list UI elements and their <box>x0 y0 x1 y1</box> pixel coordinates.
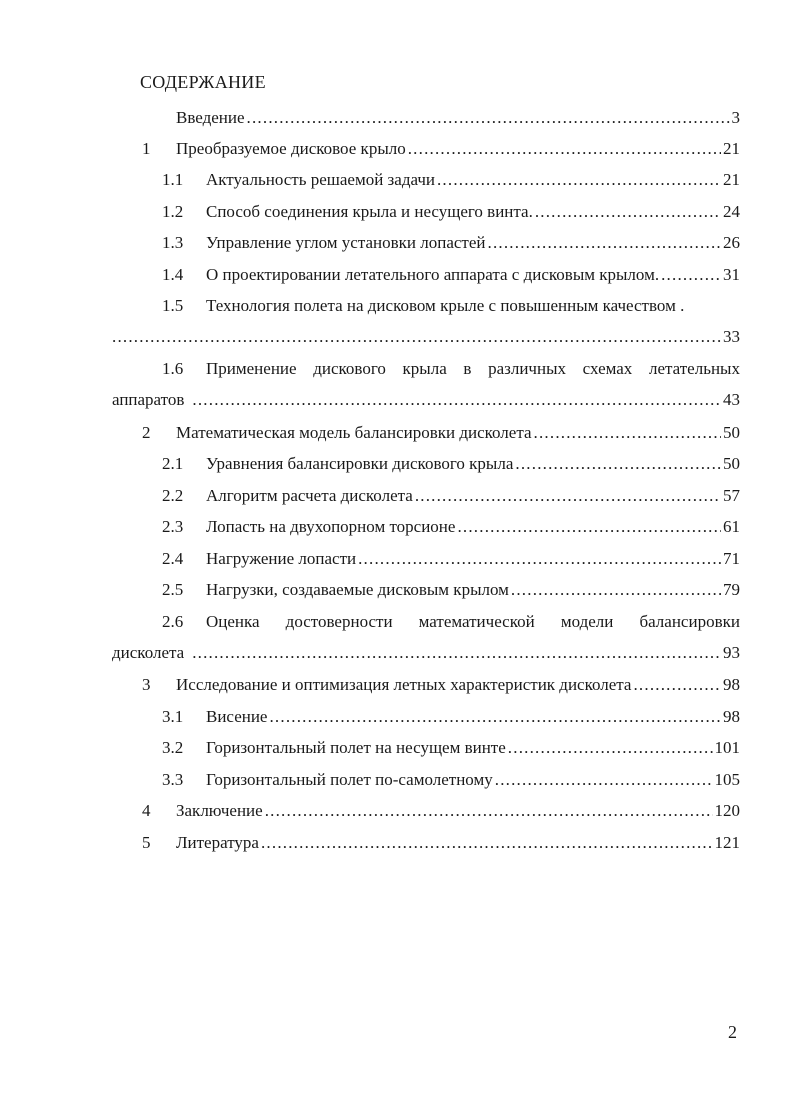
toc-number: 2.2 <box>162 486 184 505</box>
toc-entry <box>0 516 798 538</box>
toc-label-word: математической <box>418 612 535 631</box>
toc-number: 1.5 <box>162 296 184 315</box>
toc-line <box>112 389 740 411</box>
toc-number: 1.1 <box>162 170 184 189</box>
toc-number: 3.1 <box>162 707 184 726</box>
toc-label: О проектировании летательного аппарата с дисковым крылом. <box>206 265 660 284</box>
toc-number: 1 <box>142 139 151 158</box>
toc-number: 5 <box>142 833 151 852</box>
dot-leader <box>269 706 721 728</box>
toc-line <box>176 107 740 129</box>
toc-page: 50 <box>723 423 740 442</box>
toc-page: 21 <box>723 170 740 189</box>
dot-leader <box>192 642 721 664</box>
toc-label: Преобразуемое дисковое крыло <box>176 139 406 158</box>
toc-page: 93 <box>723 643 740 662</box>
toc-label: Лопасть на двухопорном торсионе <box>206 517 456 536</box>
toc-line <box>176 422 740 444</box>
toc-entry <box>0 422 798 444</box>
toc-entry <box>0 138 798 160</box>
toc-page: 33 <box>723 327 740 346</box>
toc-page: 61 <box>723 517 740 536</box>
toc-entry <box>0 611 798 633</box>
toc-label: Горизонтальный полет на несущем винте <box>206 738 506 757</box>
toc-label: Актуальность решаемой задачи <box>206 170 435 189</box>
toc-page: 3 <box>731 108 740 127</box>
toc-entry-intro <box>0 107 798 129</box>
toc-number: 1.2 <box>162 202 184 221</box>
toc-line <box>206 264 740 286</box>
toc-line <box>206 169 740 191</box>
toc-entry <box>0 800 798 822</box>
toc-line <box>206 579 740 601</box>
toc-number: 2.1 <box>162 454 184 473</box>
toc-label: Управление углом установки лопастей <box>206 233 486 252</box>
toc-page: 57 <box>723 486 740 505</box>
toc-line <box>112 326 740 348</box>
toc-label: аппаратов <box>112 390 185 409</box>
toc-line <box>176 138 740 160</box>
toc-entry-continuation <box>0 642 798 664</box>
toc-page: 71 <box>723 549 740 568</box>
toc-page: 26 <box>723 233 740 252</box>
toc-label-word: балансировки <box>639 612 740 631</box>
toc-line <box>176 832 740 854</box>
dot-leader <box>508 737 713 759</box>
toc-line <box>176 674 740 696</box>
toc-label: Нагрузки, создаваемые дисковым крылом <box>206 580 509 599</box>
toc-line <box>206 232 740 254</box>
toc-label-word: летательных <box>648 359 740 378</box>
toc-entry <box>0 548 798 570</box>
toc-line <box>206 706 740 728</box>
toc-number: 1.3 <box>162 233 184 252</box>
toc-label-word: модели <box>560 612 614 631</box>
dot-leader <box>515 453 721 475</box>
toc-label-word: в <box>463 359 472 378</box>
toc-page: 105 <box>714 770 740 789</box>
toc-number: 2 <box>142 423 151 442</box>
toc-label-justified <box>206 358 740 380</box>
dot-leader <box>192 389 721 411</box>
dot-leader <box>457 516 721 538</box>
toc-entry <box>0 769 798 791</box>
toc-entry <box>0 201 798 223</box>
dot-leader <box>408 138 721 160</box>
toc-page: 120 <box>714 801 740 820</box>
dot-leader <box>535 201 721 223</box>
toc-page: 121 <box>714 833 740 852</box>
dot-leader <box>534 422 721 444</box>
dot-leader <box>358 548 721 570</box>
toc-number: 2.5 <box>162 580 184 599</box>
toc-label-word: крыла <box>402 359 447 378</box>
toc-page: 101 <box>714 738 740 757</box>
toc-label: Литература <box>176 833 259 852</box>
toc-page: 98 <box>723 675 740 694</box>
dot-leader <box>661 264 721 286</box>
toc-label: Висение <box>206 707 268 726</box>
toc-label: дисколета <box>112 643 185 662</box>
toc-entry-continuation <box>0 389 798 411</box>
toc-line <box>206 201 740 223</box>
page-number: 2 <box>728 1022 737 1042</box>
toc-label-word: Оценка <box>206 612 260 631</box>
toc-number: 3.2 <box>162 738 184 757</box>
toc-label: Введение <box>176 108 245 127</box>
toc-line <box>206 769 740 791</box>
toc-entry <box>0 232 798 254</box>
toc-page: 98 <box>723 707 740 726</box>
toc-number: 2.6 <box>162 612 184 631</box>
toc-number: 3 <box>142 675 151 694</box>
toc-label-word: дискового <box>313 359 386 378</box>
toc-number: 1.6 <box>162 359 184 378</box>
toc-entry <box>0 737 798 759</box>
dot-leader <box>265 800 713 822</box>
toc-page: 43 <box>723 390 740 409</box>
toc-label: Нагружение лопасти <box>206 549 357 568</box>
toc-entry <box>0 358 798 380</box>
toc-label-justified <box>206 611 740 633</box>
toc-entry <box>0 579 798 601</box>
toc-line <box>112 642 740 664</box>
dot-leader <box>488 232 722 254</box>
toc-title: СОДЕРЖАНИЕ <box>140 72 266 92</box>
toc-page: 50 <box>723 454 740 473</box>
toc-number: 1.4 <box>162 265 184 284</box>
toc-page: 31 <box>723 265 740 284</box>
toc-number: 3.3 <box>162 770 184 789</box>
toc-page: 79 <box>723 580 740 599</box>
dot-leader <box>511 579 721 601</box>
toc-page: 21 <box>723 139 740 158</box>
toc-label: Исследование и оптимизация летных характеристик дисколета <box>176 675 632 694</box>
toc-label-word: схемах <box>582 359 633 378</box>
toc-label: Технология полета на дисковом крыле с повышенным качеством . <box>206 296 685 315</box>
toc-label: Уравнения балансировки дискового крыла <box>206 454 514 473</box>
toc-number: 2.3 <box>162 517 184 536</box>
toc-label: Способ соединения крыла и несущего винта. <box>206 202 533 221</box>
toc-line <box>206 453 740 475</box>
toc-line <box>206 485 740 507</box>
toc-line <box>176 800 740 822</box>
dot-leader <box>415 485 721 507</box>
dot-leader <box>495 769 713 791</box>
toc-label-word: различных <box>488 359 567 378</box>
dot-leader <box>261 832 713 854</box>
toc-label: Алгоритм расчета дисколета <box>206 486 413 505</box>
toc-label-word: Применение <box>206 359 297 378</box>
dot-leader <box>112 326 721 348</box>
toc-entry-continuation <box>0 326 798 348</box>
toc-entry <box>0 169 798 191</box>
toc-number: 2.4 <box>162 549 184 568</box>
toc-page: 24 <box>723 202 740 221</box>
toc-label: Заключение <box>176 801 263 820</box>
toc-label-word: достоверности <box>285 612 393 631</box>
toc-entry <box>0 832 798 854</box>
toc-label: Горизонтальный полет по-самолетному <box>206 770 493 789</box>
toc-entry <box>0 706 798 728</box>
toc-entry <box>0 674 798 696</box>
toc-entry <box>0 295 798 317</box>
dot-leader <box>247 107 730 129</box>
toc-label: Математическая модель балансировки дисколета <box>176 423 532 442</box>
toc-number: 4 <box>142 801 151 820</box>
toc-line <box>206 737 740 759</box>
toc-entry <box>0 485 798 507</box>
toc-line <box>206 548 740 570</box>
dot-leader <box>633 674 721 696</box>
toc-line <box>206 516 740 538</box>
toc-entry <box>0 453 798 475</box>
dot-leader <box>437 169 721 191</box>
toc-entry <box>0 264 798 286</box>
